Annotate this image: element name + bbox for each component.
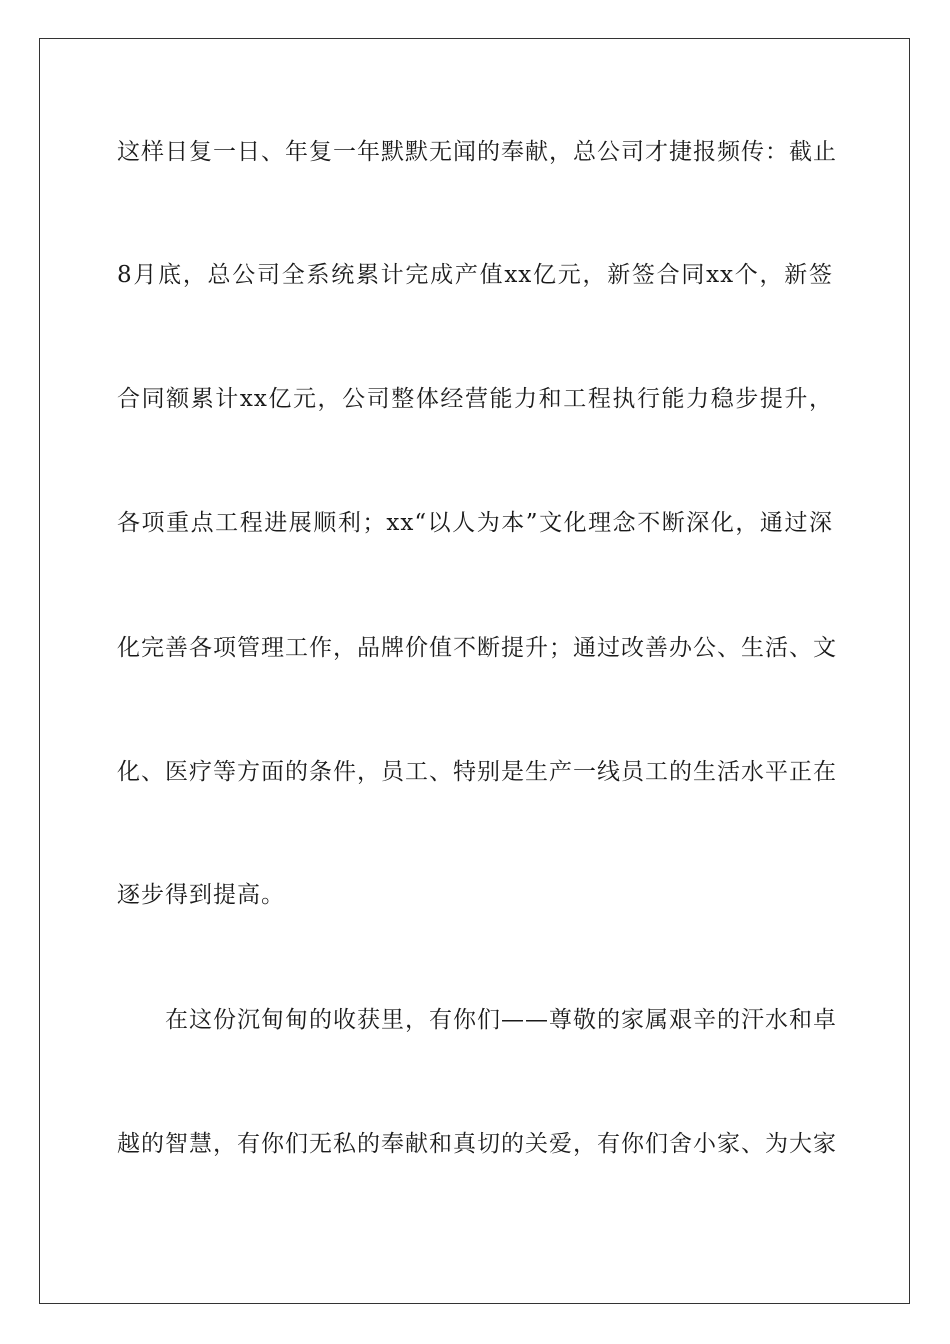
paragraph-line: 化、医疗等方面的条件，员工、特别是生产一线员工的生活水平正在 [117,759,837,785]
paragraph-line: 这样日复一日、年复一年默默无闻的奉献，总公司才捷报频传：截止 [117,139,837,165]
paragraph-line: 在这份沉甸甸的收获里，有你们——尊敬的家属艰辛的汗水和卓 [165,1007,837,1033]
paragraph-line: 8月底，总公司全系统累计完成产值xx亿元，新签合同xx个，新签 [117,262,833,288]
paragraph-line: 越的智慧，有你们无私的奉献和真切的关爱，有你们舍小家、为大家 [117,1131,837,1157]
paragraph-line: 逐步得到提高。 [117,882,285,908]
paragraph-line: 合同额累计xx亿元，公司整体经营能力和工程执行能力稳步提升， [117,386,833,412]
page-frame [39,38,910,1304]
paragraph-line: 化完善各项管理工作，品牌价值不断提升；通过改善办公、生活、文 [117,635,837,661]
paragraph-line: 各项重点工程进展顺利；xx“以人为本”文化理念不断深化，通过深 [117,510,833,536]
